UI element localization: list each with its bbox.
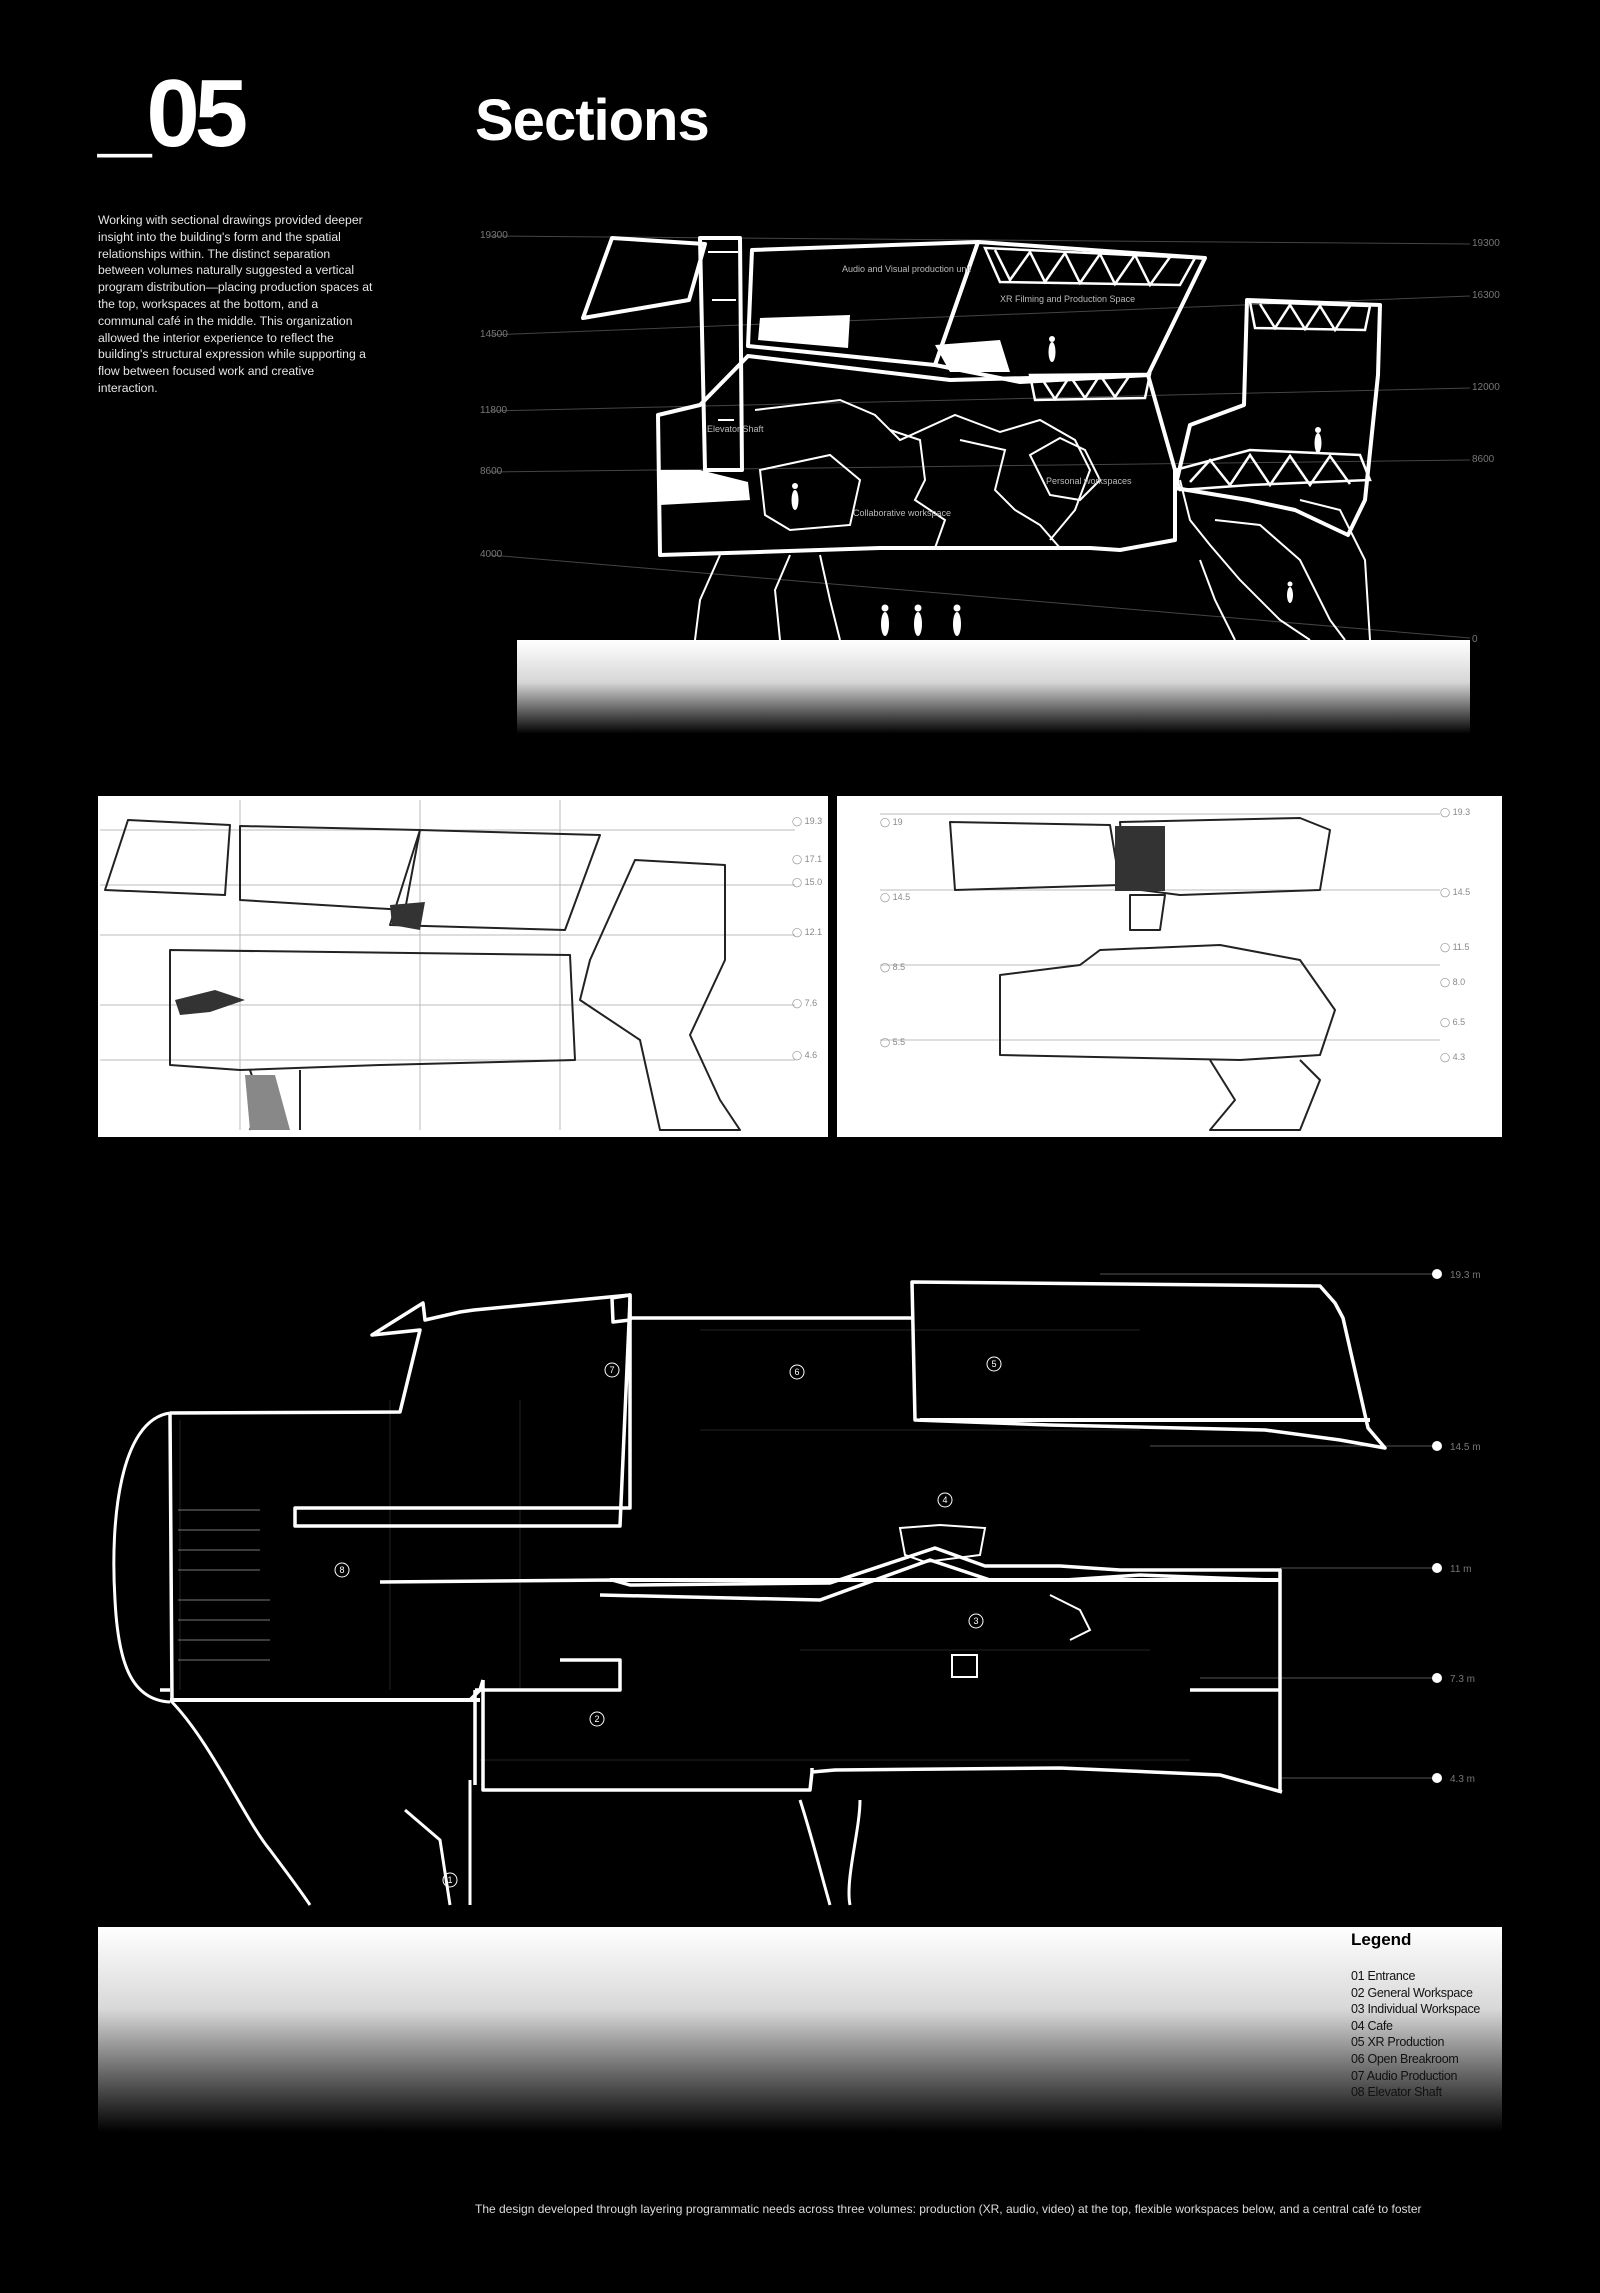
- legend-item: 06 Open Breakroom: [1351, 2051, 1459, 2066]
- sketch-section-right: [837, 796, 1502, 1137]
- room-label: Audio and Visual production unit: [842, 264, 971, 274]
- zone-number: 1: [447, 1875, 453, 1885]
- level-label: 0: [1472, 634, 1478, 645]
- svg-text:◯ 11.5: ◯ 11.5: [1440, 942, 1470, 952]
- svg-text:◯ 8.5: ◯ 8.5: [880, 962, 906, 972]
- zone-number: 7: [609, 1365, 615, 1375]
- section-c-levels: [1450, 1270, 1481, 1785]
- legend-item: 08 Elevator Shaft: [1351, 2085, 1442, 2100]
- zone-number: 8: [339, 1565, 345, 1575]
- legend-list: [1351, 1968, 1480, 2101]
- level-label: 8600: [480, 466, 503, 477]
- level-label: 12000: [1472, 382, 1500, 393]
- intro-paragraph: Working with sectional drawings provided deeper insight into the building's form and the spatial relationships within. The distinct separation between volumes naturally suggested a vertical program distribution—placing production spaces at the top, workspaces at the bottom, and a communal café in the middle. This organization allowed the interior experience to reflect the building's structural expression while supporting a flow between focused work and creative interaction.: [98, 213, 373, 395]
- svg-text:◯ 7.6: ◯ 7.6: [792, 998, 818, 1008]
- section-a-ground: [517, 640, 1470, 734]
- level-label: 11 m: [1450, 1564, 1472, 1575]
- level-label: 16300: [1472, 290, 1500, 301]
- legend-item: 07 Audio Production: [1351, 2068, 1458, 2083]
- level-label: 4.3 m: [1450, 1774, 1476, 1785]
- svg-text:◯ 15.0: ◯ 15.0: [792, 877, 823, 887]
- room-label: Collaborative workspace: [853, 508, 952, 518]
- room-label: Elevator Shaft: [707, 424, 764, 434]
- svg-text:◯ 4.6: ◯ 4.6: [792, 1050, 818, 1060]
- room-label: Personal workspaces: [1046, 476, 1132, 486]
- section-a-levels-right: [1472, 238, 1500, 645]
- level-label: 11800: [480, 405, 508, 416]
- section-a-room-labels: [707, 264, 1135, 518]
- zone-number: 6: [794, 1367, 800, 1377]
- legend-item: 01 Entrance: [1351, 1969, 1416, 1983]
- section-c-zone-markers: [335, 1357, 1001, 1887]
- svg-text:◯ 4.3: ◯ 4.3: [1440, 1052, 1466, 1062]
- zone-number: 3: [973, 1616, 979, 1626]
- section-c-drawing: [98, 1269, 1502, 2132]
- sketch-section-left: [98, 796, 828, 1137]
- svg-text:◯ 17.1: ◯ 17.1: [792, 854, 823, 864]
- level-label: 19.3 m: [1450, 1270, 1481, 1281]
- svg-text:◯ 19: ◯ 19: [880, 817, 903, 827]
- legend-title: Legend: [1351, 1930, 1412, 1949]
- level-label: 19300: [1472, 238, 1500, 249]
- section-number: _05: [98, 60, 244, 167]
- level-label: 8600: [1472, 454, 1495, 465]
- level-label: 14.5 m: [1450, 1442, 1481, 1453]
- section-c-ground: [98, 1927, 1502, 2132]
- legend-item: 03 Individual Workspace: [1351, 2002, 1481, 2017]
- svg-text:◯ 12.1: ◯ 12.1: [792, 927, 823, 937]
- svg-text:◯ 19.3: ◯ 19.3: [1440, 807, 1471, 817]
- legend-item: 02 General Workspace: [1351, 1985, 1473, 2000]
- footer-caption: The design developed through layering programmatic needs across three volumes: production (XR, audio, video) at the top, flexible workspaces below, and a central café to foster: [475, 2202, 1422, 2216]
- svg-text:◯ 19.3: ◯ 19.3: [792, 816, 823, 826]
- level-label: 14500: [480, 329, 508, 340]
- page-title: Sections: [475, 88, 709, 153]
- level-label: 19300: [480, 230, 508, 241]
- section-a-drawing: [480, 230, 1500, 734]
- svg-text:◯ 6.5: ◯ 6.5: [1440, 1017, 1466, 1027]
- room-label: XR Filming and Production Space: [1000, 294, 1136, 304]
- level-label: 7.3 m: [1450, 1674, 1476, 1685]
- svg-text:◯ 8.0: ◯ 8.0: [1440, 977, 1466, 987]
- level-label: 4000: [480, 549, 503, 560]
- zone-number: 5: [991, 1359, 997, 1369]
- legend-item: 05 XR Production: [1351, 2035, 1445, 2050]
- zone-number: 4: [942, 1495, 948, 1505]
- svg-text:◯ 14.5: ◯ 14.5: [880, 892, 911, 902]
- svg-text:◯ 5.5: ◯ 5.5: [880, 1037, 906, 1047]
- legend-item: 04 Cafe: [1351, 2018, 1393, 2033]
- section-a-levels-left: [480, 230, 508, 560]
- svg-text:◯ 14.5: ◯ 14.5: [1440, 887, 1471, 897]
- zone-number: 2: [594, 1714, 600, 1724]
